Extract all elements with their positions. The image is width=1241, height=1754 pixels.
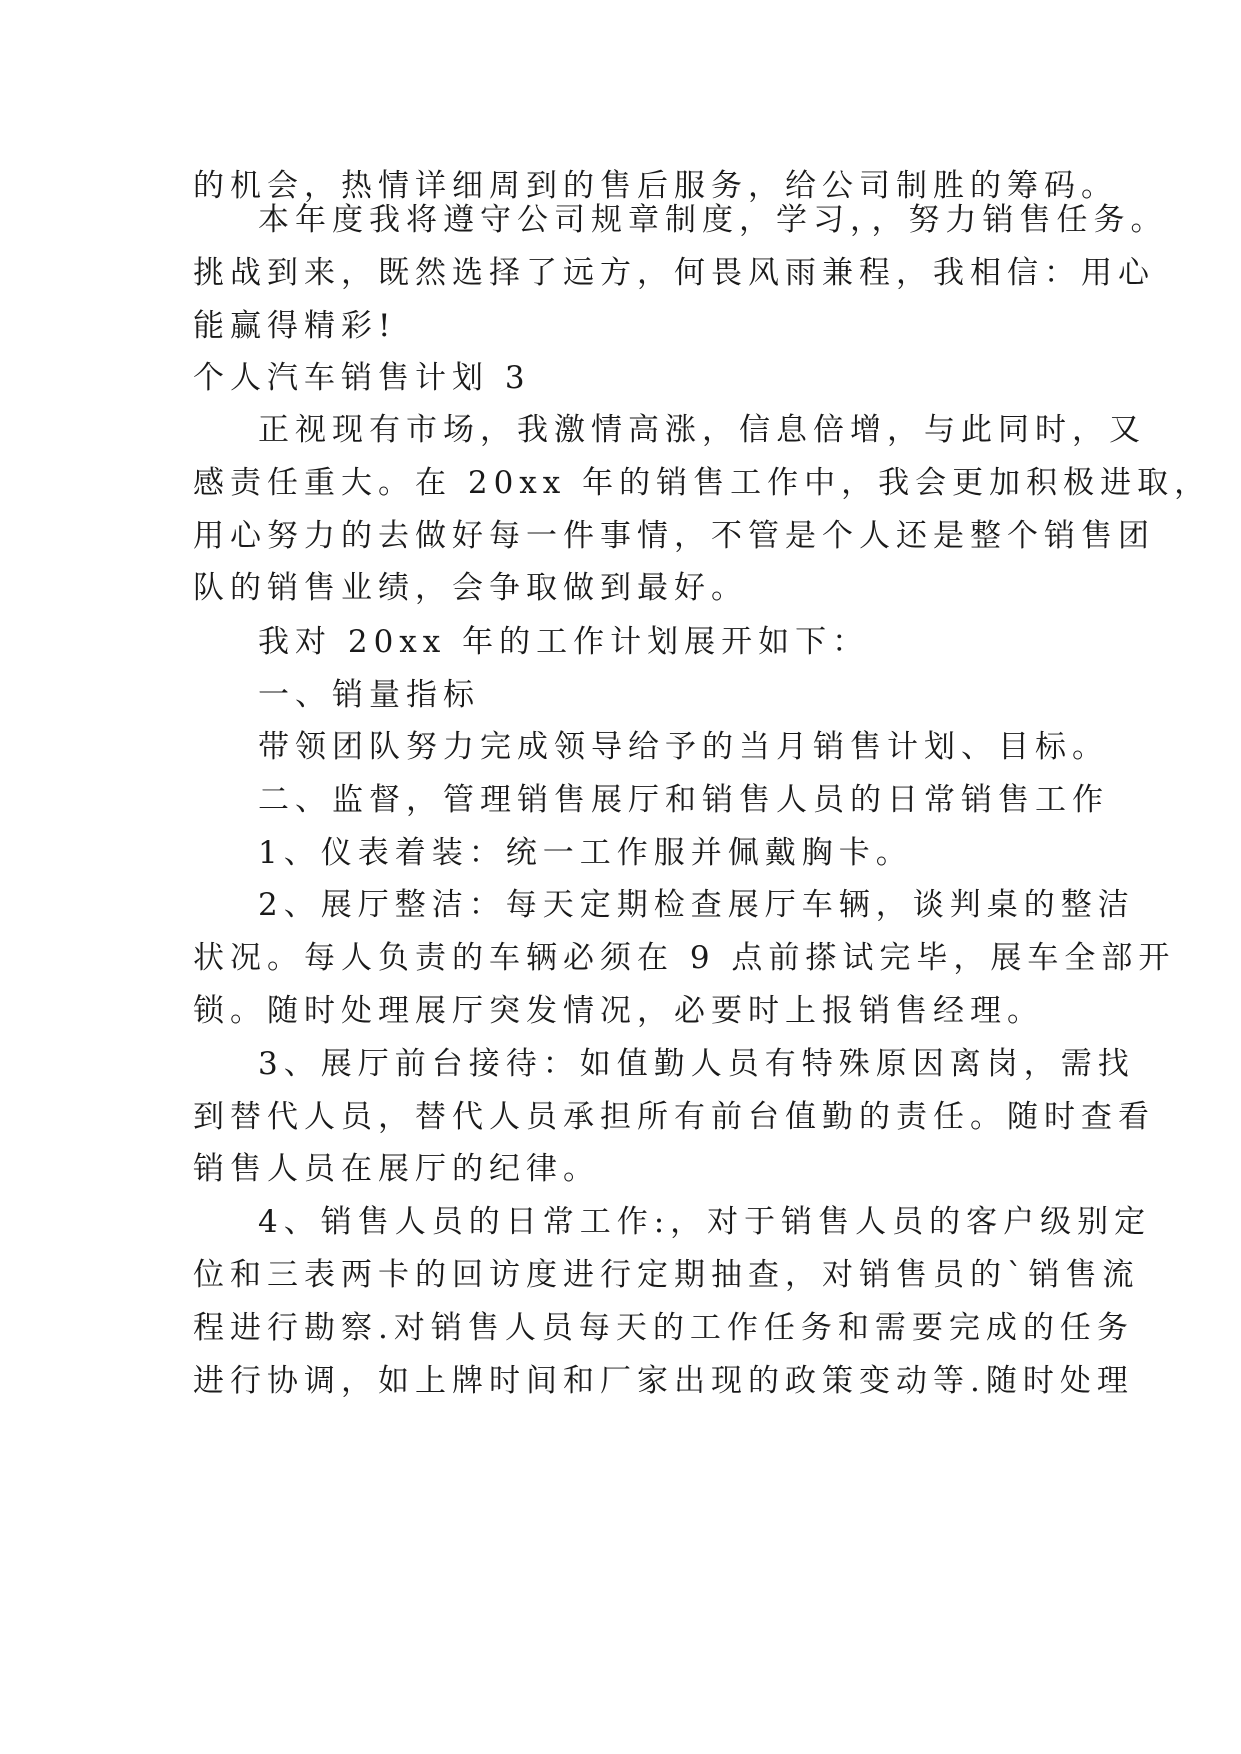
- body-line: 用心努力的去做好每一件事情，不管是个人还是整个销售团: [193, 518, 1155, 554]
- body-line: 2、展厅整洁：每天定期检查展厅车辆，谈判桌的整洁: [258, 887, 1135, 923]
- body-line: 挑战到来，既然选择了远方，何畏风雨兼程，我相信：用心: [193, 255, 1155, 291]
- section-heading: 个人汽车销售计划 3: [193, 360, 531, 396]
- body-line: 感责任重大。在 20xx 年的销售工作中，我会更加积极进取，: [193, 465, 1212, 501]
- body-line: 程进行勘察.对销售人员每天的工作任务和需要完成的任务: [193, 1310, 1134, 1346]
- body-line: 1、仪表着装：统一工作服并佩戴胸卡。: [258, 835, 913, 871]
- body-line: 队的销售业绩，会争取做到最好。: [193, 570, 748, 606]
- body-line: 的机会，热情详细周到的售后服务，给公司制胜的筹码。: [193, 168, 1118, 204]
- subheading: 一、销量指标: [258, 677, 480, 713]
- body-line: 状况。每人负责的车辆必须在 9 点前搽试完毕，展车全部开: [193, 940, 1176, 976]
- subheading: 二、监督，管理销售展厅和销售人员的日常销售工作: [258, 782, 1109, 818]
- body-line: 3、展厅前台接待：如值勤人员有特殊原因离岗，需找: [258, 1046, 1135, 1082]
- body-line: 到替代人员，替代人员承担所有前台值勤的责任。随时查看: [193, 1099, 1155, 1135]
- body-line: 锁。随时处理展厅突发情况，必要时上报销售经理。: [193, 993, 1044, 1029]
- body-line: 正视现有市场，我激情高涨，信息倍增，与此同时，又: [258, 412, 1146, 448]
- body-line: 本年度我将遵守公司规章制度，学习，，努力销售任务。: [258, 202, 1168, 238]
- body-line: 能赢得精彩!: [193, 308, 397, 344]
- body-line: 我对 20xx 年的工作计划展开如下：: [258, 624, 870, 660]
- body-line: 销售人员在展厅的纪律。: [193, 1151, 600, 1187]
- body-line: 进行协调，如上牌时间和厂家出现的政策变动等.随时处理: [193, 1363, 1134, 1399]
- body-line: 4、销售人员的日常工作:，对于销售人员的客户级别定: [258, 1204, 1152, 1240]
- body-line: 位和三表两卡的回访度进行定期抽查，对销售员的`销售流: [193, 1257, 1140, 1293]
- body-line: 带领团队努力完成领导给予的当月销售计划、目标。: [258, 729, 1109, 765]
